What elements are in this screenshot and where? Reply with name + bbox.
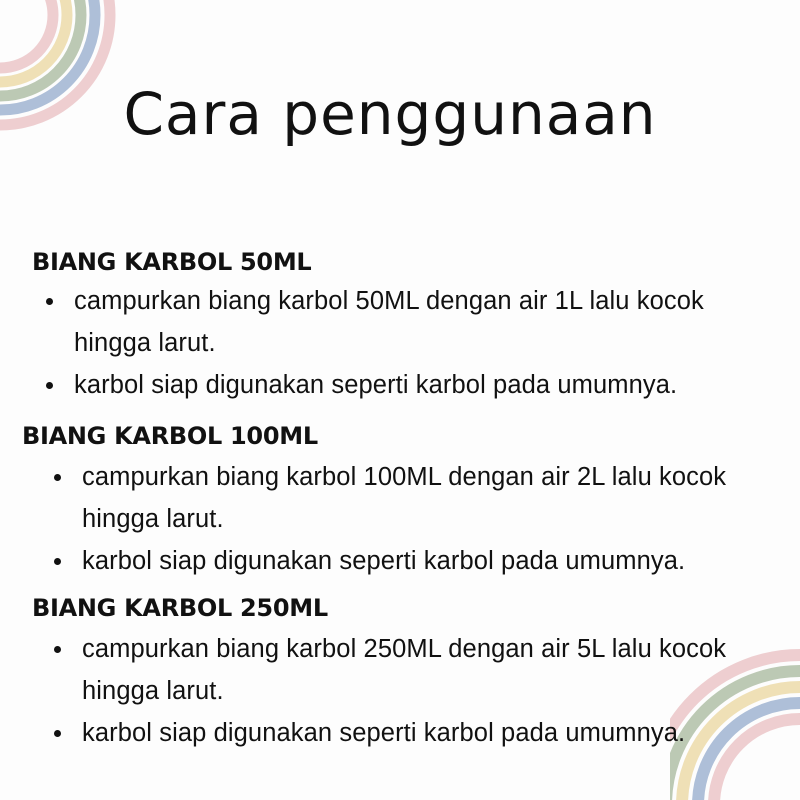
list-item: karbol siap digunakan seperti karbol pada umumnya. [32,364,772,406]
section-heading: BIANG KARBOL 50ML [32,248,312,276]
list-item: campurkan biang karbol 50ML dengan air 1L lalu kocok hingga larut. [32,280,772,364]
list-item: campurkan biang karbol 250ML dengan air 5L lalu kocok hingga larut. [40,628,790,712]
list-item: campurkan biang karbol 100ML dengan air 2L lalu kocok hingga larut. [40,456,790,540]
page-title: Cara penggunaan [123,80,657,148]
instruction-list [40,628,790,754]
instruction-list [32,280,772,406]
section-100ml [22,422,790,582]
section-heading: BIANG KARBOL 250ML [32,594,328,622]
section-250ml [32,594,790,754]
section-50ml [32,248,772,406]
list-item: karbol siap digunakan seperti karbol pada umumnya. [40,540,790,582]
section-heading: BIANG KARBOL 100ML [22,422,318,450]
instruction-list [40,456,790,582]
list-item: karbol siap digunakan seperti karbol pada umumnya. [40,712,790,754]
